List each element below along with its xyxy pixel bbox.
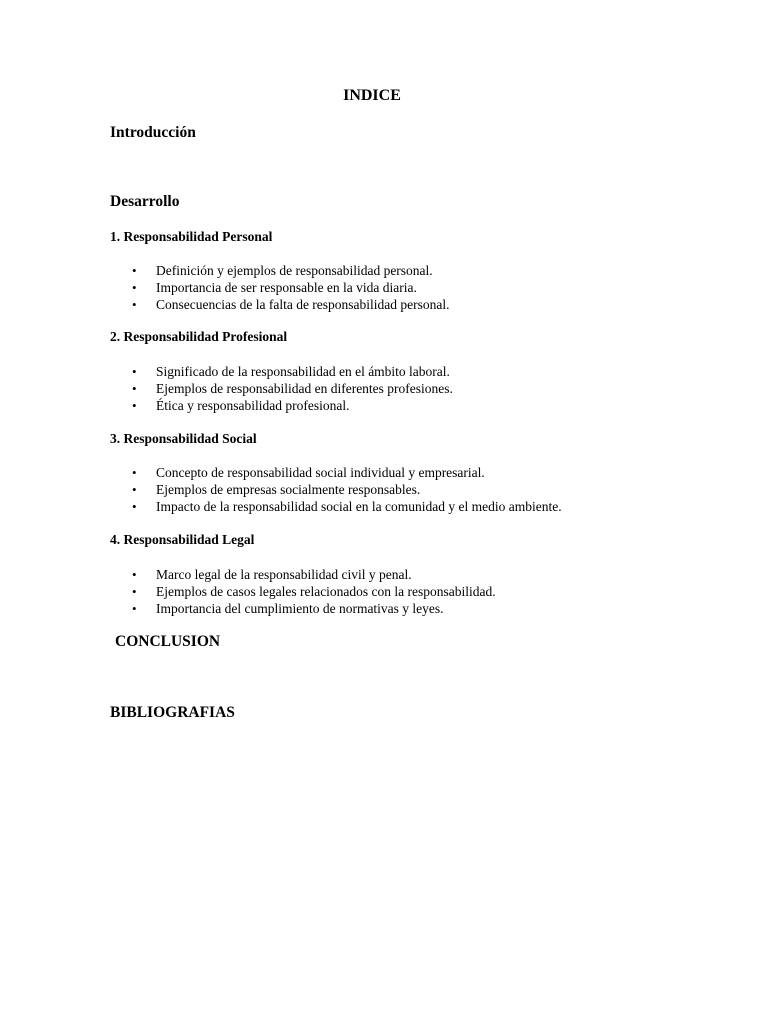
heading-development: Desarrollo bbox=[110, 193, 180, 210]
list-item: • Ejemplos de empresas socialmente responsables. bbox=[130, 481, 562, 498]
section-list-personal bbox=[130, 262, 450, 313]
section-heading-professional: 2. Responsabilidad Profesional bbox=[110, 329, 288, 344]
list-item: • Definición y ejemplos de responsabilidad personal. bbox=[130, 262, 450, 279]
section-heading-social: 3. Responsabilidad Social bbox=[110, 431, 257, 446]
page-title: INDICE bbox=[343, 87, 401, 104]
list-item: • Concepto de responsabilidad social individual y empresarial. bbox=[130, 464, 562, 481]
section-list-social bbox=[130, 464, 562, 515]
list-item: • Ejemplos de casos legales relacionados con la responsabilidad. bbox=[130, 583, 496, 600]
list-item: • Importancia de ser responsable en la vida diaria. bbox=[130, 279, 450, 296]
list-item: • Ética y responsabilidad profesional. bbox=[130, 397, 453, 414]
heading-bibliography: BIBLIOGRAFIAS bbox=[110, 704, 235, 721]
list-item: • Marco legal de la responsabilidad civil y penal. bbox=[130, 566, 496, 583]
list-item: • Significado de la responsabilidad en el ámbito laboral. bbox=[130, 363, 453, 380]
list-item: • Impacto de la responsabilidad social en la comunidad y el medio ambiente. bbox=[130, 498, 562, 515]
list-item: • Importancia del cumplimiento de normativas y leyes. bbox=[130, 600, 496, 617]
list-item: • Ejemplos de responsabilidad en diferentes profesiones. bbox=[130, 380, 453, 397]
section-heading-personal: 1. Responsabilidad Personal bbox=[110, 229, 273, 244]
list-item: • Consecuencias de la falta de responsabilidad personal. bbox=[130, 296, 450, 313]
heading-introduction: Introducción bbox=[110, 124, 196, 141]
heading-conclusion: CONCLUSION bbox=[115, 633, 221, 650]
section-list-legal bbox=[130, 566, 496, 617]
section-list-professional bbox=[130, 363, 453, 414]
section-heading-legal: 4. Responsabilidad Legal bbox=[110, 532, 255, 547]
